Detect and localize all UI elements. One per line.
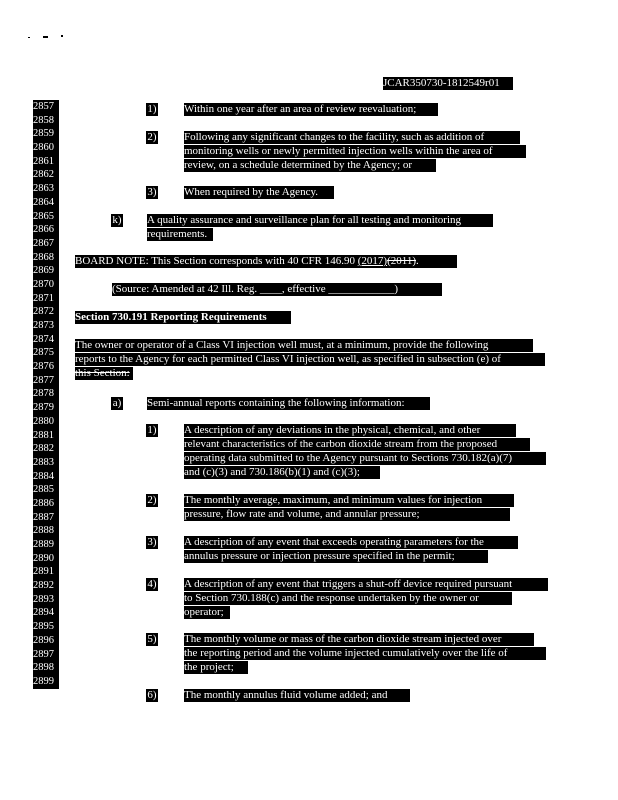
line-number: 2892 (33, 580, 54, 592)
line-number: 2885 (33, 484, 54, 496)
document-id: JCAR350730-1812549r01 (383, 77, 513, 90)
line-number: 2869 (33, 265, 54, 277)
source-note: (Source: Amended at 42 Ill. Reg. ____, effective ____________) (112, 283, 442, 296)
item-marker: 2) (147, 131, 157, 143)
line-number: 2872 (33, 306, 54, 318)
item-text-line: monitoring wells or newly permitted injection wells within the area of (184, 145, 526, 158)
line-number: 2888 (33, 525, 54, 537)
line-number: 2858 (33, 114, 54, 126)
item-text-line: The monthly average, maximum, and minimum values for injection (184, 494, 514, 507)
line-number: 2866 (33, 224, 54, 236)
scan-specks (28, 34, 68, 40)
item-text-line: review, on a schedule determined by the Agency; or (184, 159, 436, 172)
item-marker: 4) (147, 578, 157, 590)
intro-line: The owner or operator of a Class VI injection well must, at a minimum, provide the following (75, 339, 533, 352)
item-text-line: requirements. (147, 228, 213, 241)
item-marker: 6) (147, 689, 157, 701)
line-number: 2887 (33, 511, 54, 523)
item-text-line: relevant characteristics of the carbon dioxide stream from the proposed (184, 438, 530, 451)
section-title: Section 730.191 Reporting Requirements (75, 311, 291, 324)
item-text-line: Following any significant changes to the facility, such as addition of (184, 131, 520, 144)
item-text-line: The monthly volume or mass of the carbon dioxide stream injected over (184, 633, 534, 646)
line-number: 2897 (33, 648, 54, 660)
line-number: 2898 (33, 662, 54, 674)
board-note-text: BOARD NOTE: This Section corresponds with 40 CFR 146.90 (75, 255, 358, 267)
item-text: When required by the Agency. (184, 186, 334, 199)
item-marker: a) (112, 397, 122, 409)
line-number: 2864 (33, 196, 54, 208)
board-note-new-year: (2017) (357, 255, 388, 267)
item-text-line: annulus pressure or injection pressure specified in the permit; (184, 550, 488, 563)
line-number: 2899 (33, 675, 54, 687)
line-number: 2865 (33, 210, 54, 222)
item-marker: 3) (147, 186, 157, 198)
board-note (75, 255, 457, 268)
line-number: 2859 (33, 128, 54, 140)
line-number: 2875 (33, 347, 54, 359)
intro-struck-text: this Section: (75, 367, 133, 380)
item-text-line: operating data submitted to the Agency pursuant to Sections 730.182(a)(7) (184, 452, 546, 465)
item-marker: 1) (147, 103, 157, 115)
line-number: 2886 (33, 497, 54, 509)
item-marker: 2) (147, 494, 157, 506)
item-marker: 1) (147, 424, 157, 436)
line-number: 2881 (33, 429, 54, 441)
line-number: 2876 (33, 361, 54, 373)
line-number: 2867 (33, 237, 54, 249)
item-marker: 3) (147, 536, 157, 548)
item-text: The monthly annulus fluid volume added; and (184, 689, 410, 702)
item-marker: k) (112, 214, 122, 226)
line-number: 2884 (33, 470, 54, 482)
line-number: 2880 (33, 415, 54, 427)
item-text-line: and (c)(3) and 730.186(b)(1) and (c)(3); (184, 466, 380, 479)
item-text-line: operator; (184, 606, 230, 619)
item-text-line: A quality assurance and surveillance plan for all testing and monitoring (147, 214, 493, 227)
board-note-suffix: . (416, 255, 419, 267)
line-number: 2860 (33, 142, 54, 154)
line-number: 2889 (33, 539, 54, 550)
item-text: Semi-annual reports containing the following information: (147, 397, 430, 410)
item-text-line: A description of any deviations in the physical, chemical, and other (184, 424, 516, 437)
line-number: 2895 (33, 621, 54, 633)
line-number: 2863 (33, 183, 54, 195)
line-number: 2879 (33, 402, 54, 414)
line-number: 2868 (33, 251, 54, 263)
line-number: 2874 (33, 333, 54, 345)
line-number: 2893 (33, 593, 54, 605)
line-number: 2882 (33, 443, 54, 455)
line-number: 2873 (33, 320, 54, 331)
intro-line: reports to the Agency for each permitted Class VI injection well, as specified in subsection (e) of (75, 353, 545, 366)
line-number: 2890 (33, 552, 54, 564)
line-number: 2883 (33, 456, 54, 468)
board-note-old-year: (2011) (387, 255, 416, 267)
item-text-line: A description of any event that triggers a shut-off device required pursuant (184, 578, 548, 591)
item-text-line: A description of any event that exceeds operating parameters for the (184, 536, 518, 549)
line-number: 2870 (33, 278, 54, 290)
line-number: 2861 (33, 155, 54, 167)
item-text-line: to Section 730.188(c) and the response undertaken by the owner or (184, 592, 512, 605)
line-number: 2857 (33, 101, 54, 112)
line-number: 2896 (33, 634, 54, 646)
line-number: 2891 (33, 566, 54, 578)
item-marker: 5) (147, 633, 157, 645)
line-number: 2878 (33, 388, 54, 400)
item-text-line: the reporting period and the volume injected cumulatively over the life of (184, 647, 546, 660)
item-text: Within one year after an area of review reevaluation; (184, 103, 438, 116)
line-number-column (33, 100, 59, 689)
item-text-line: pressure, flow rate and volume, and annular pressure; (184, 508, 510, 521)
line-number: 2862 (33, 169, 54, 181)
line-number: 2871 (33, 292, 54, 304)
item-text-line: the project; (184, 661, 248, 674)
line-number: 2894 (33, 607, 54, 619)
line-number: 2877 (33, 374, 54, 386)
